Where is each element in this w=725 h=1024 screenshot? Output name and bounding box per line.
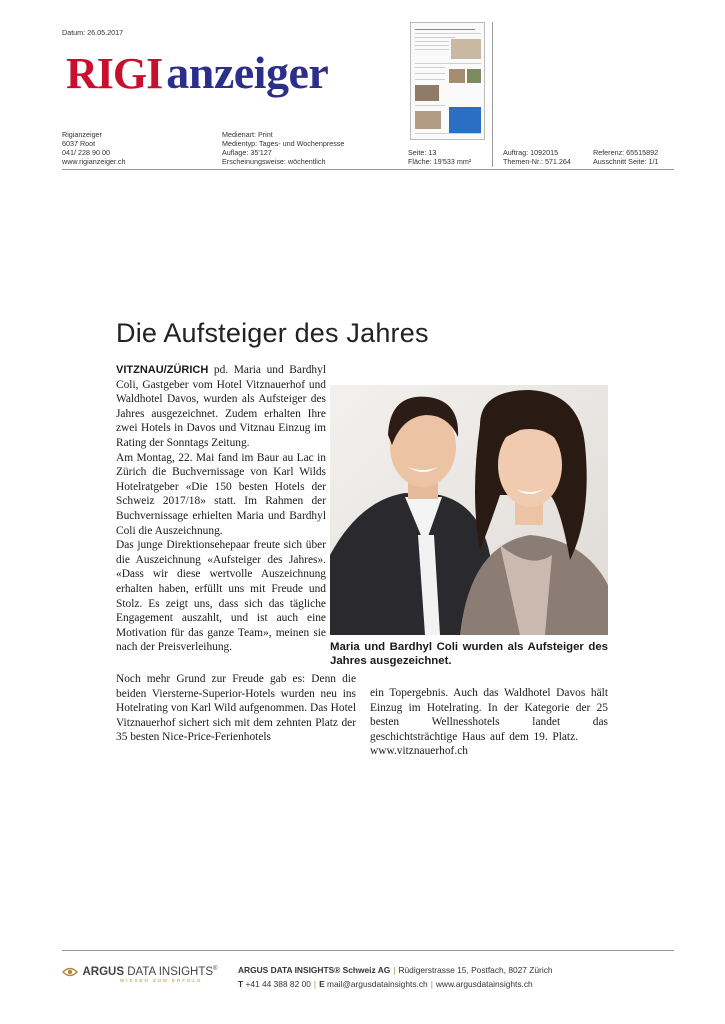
publisher-phone: 041/ 228 90 00 <box>62 148 110 157</box>
publication-frequency: Erscheinungsweise: wöchentlich <box>222 157 326 166</box>
article-dateline: VITZNAU/ZÜRICH <box>116 364 209 376</box>
media-category: Medientyp: Tages- und Wochenpresse <box>222 139 345 148</box>
article-column-1-continued <box>116 672 356 745</box>
footer-divider <box>62 950 674 951</box>
reference-info <box>593 148 659 166</box>
publisher-name: Rigianzeiger <box>62 130 102 139</box>
photo-caption: Maria und Bardhyl Coli wurden als Aufsteiger des Jahres ausgezeichnet. <box>330 641 608 667</box>
phone-label: T <box>238 979 244 989</box>
header-separator <box>492 22 493 167</box>
company-phone: +41 44 388 82 00 <box>245 979 311 989</box>
publisher-city: 6037 Root <box>62 139 96 148</box>
company-website[interactable]: www.argusdatainsights.ch <box>435 979 533 989</box>
order-info <box>503 148 571 166</box>
paragraph-text: ein Topergebnis. Auch das Waldhotel Davos hält Einzug im Hotelrating. In der Kategorie der 25 besten Wellnesshotels landet das geschichtsträchtige Haus auf dem 19. Platz. <box>370 687 608 743</box>
article-paragraph: Noch mehr Grund zur Freude gab es: Denn die beiden Viersterne-Superior-Hotels wurden neu ins Hotelrating von Karl Wild aufgenommen. Das Hotel Vitznauerhof sichert sich mit dem zehnten Platz der 35 besten Nice-Price-Ferienhotels <box>116 673 356 744</box>
logo-part-anzeiger: anzeiger <box>166 47 329 98</box>
page-info <box>408 148 471 166</box>
article-headline: Die Aufsteiger des Jahres <box>116 318 429 348</box>
article-url: www.vitznauerhof.ch <box>370 745 468 758</box>
footer-contact: ARGUS DATA INSIGHTS® Schweiz AG | Rüdigerstrasse 15, Postfach, 8027 Zürich T +41 44 388 82 00 | E mail@argusdatainsights.ch | www.argusdatainsights.ch <box>238 965 553 989</box>
article-column-2 <box>370 686 608 759</box>
reference-number: Referenz: 65515892 <box>593 148 659 157</box>
article-column-1 <box>116 363 326 655</box>
article-paragraph <box>370 686 608 759</box>
article-paragraph: Am Montag, 22. Mai fand im Baur au Lac in Zürich die Buchvernissage von Karl Wilds Hotelratgeber «Die 150 besten Hotels der Schweiz 2017/18» statt. Im Rahmen der Buchvernissage erhielten Maria und Bardhyl Coli die Auszeichnung. <box>116 451 326 537</box>
argus-eye-icon <box>62 967 78 977</box>
logo-part-rigi: RIGI <box>66 49 163 98</box>
page-thumbnail <box>410 22 485 140</box>
media-type: Medienart: Print <box>222 130 273 139</box>
clipping-date: Datum: 26.05.2017 <box>62 28 124 37</box>
company-name: ARGUS DATA INSIGHTS® Schweiz AG <box>238 965 391 975</box>
page-number: Seite: 13 <box>408 148 437 157</box>
company-email[interactable]: mail@argusdatainsights.ch <box>327 979 428 989</box>
clipping-page: Ausschnitt Seite: 1/1 <box>593 157 659 166</box>
article-photo <box>330 385 608 635</box>
topic-number: Themen-Nr.: 571.264 <box>503 157 571 166</box>
couple-photo <box>330 385 608 635</box>
argus-tagline: WISSEN ZUM ERFOLG <box>120 978 203 983</box>
newspaper-logo <box>66 46 328 106</box>
publisher-info <box>62 130 126 166</box>
media-info <box>222 130 344 166</box>
circulation: Auflage: 35'127 <box>222 148 272 157</box>
header-divider <box>62 169 674 170</box>
article-paragraph <box>116 363 326 451</box>
company-address: Rüdigerstrasse 15, Postfach, 8027 Zürich <box>398 965 553 975</box>
paragraph-text: pd. Maria und Bardhyl Coli, Gastgeber vom Hotel Vitznauerhof und Waldhotel Davos, wurden als Aufsteiger des Jahres ausgezeichnet. Zudem erhalten Ihre zwei Hotels in Davos und Vitznau Einzug im Rating der Sonntags Zeitung. <box>116 364 326 449</box>
brand-name-bold: ARGUS <box>82 965 124 978</box>
order-number: Auftrag: 1092015 <box>503 148 559 157</box>
email-label: E <box>319 979 325 989</box>
brand-registered-mark: ® <box>213 965 218 972</box>
publisher-website: www.rigianzeiger.ch <box>62 157 126 166</box>
brand-name-rest: DATA INSIGHTS <box>127 965 214 978</box>
article-paragraph: Das junge Direktionsehepaar freute sich über die Auszeichnung «Aufsteiger des Jahres». «Dass wir diese wertvolle Auszeichnung erhalten haben, erfüllt uns mit Freude und Stolz. Es zeigt uns, dass sich das tägliche Engagement auszahlt, und ist auch eine Motivation für das ganze Team», meinen sie nach der Preisverleihung. <box>116 539 326 654</box>
page-area: Fläche: 19'533 mm² <box>408 157 472 166</box>
